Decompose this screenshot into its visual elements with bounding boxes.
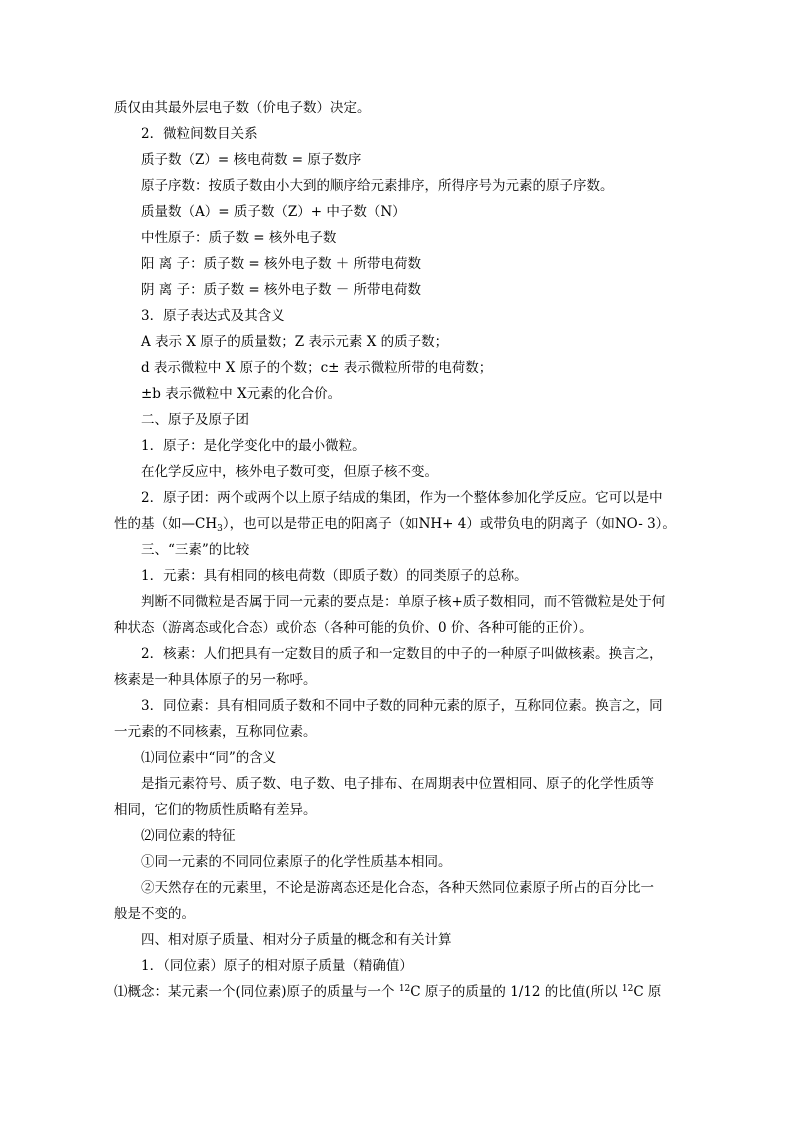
text-line: 2．核素：人们把具有一定数目的质子和一定数目的中子的一种原子叫做核素。换言之， xyxy=(141,646,663,662)
text-line: 核素是一种具体原子的另一称呼。 xyxy=(114,672,317,688)
subsection-heading: ⑵同位素的特征 xyxy=(141,828,236,844)
text-line: A 表示 X 原子的质量数；Z 表示元素 X 的质子数； xyxy=(141,334,449,350)
text-line: 相同，它们的物质性质略有差异。 xyxy=(114,802,317,818)
text-line: 3．同位素：具有相同质子数和不同中子数的同种元素的原子，互称同位素。换言之，同 xyxy=(141,698,663,714)
text-line: 质量数（A）= 质子数（Z）+ 中子数（N） xyxy=(141,204,406,220)
last-line-text-3: C 原 xyxy=(633,984,662,1000)
base-line-text-2: ），也可以是带正电的阳离子（如NH+ 4）或带负电的阴离子（如NO- 3）。 xyxy=(222,516,676,532)
text-line: 2．原子团：两个或两个以上原子结成的集团，作为一个整体参加化学反应。它可以是中 xyxy=(141,490,663,506)
text-line: ①同一元素的不同同位素原子的化学性质基本相同。 xyxy=(141,854,452,870)
section-heading: 四、相对原子质量、相对分子质量的概念和有关计算 xyxy=(141,932,452,948)
text-line: 1．元素：具有相同的核电荷数（即质子数）的同类原子的总称。 xyxy=(141,568,528,584)
base-line-text-1: 性的基（如—CH xyxy=(114,516,218,532)
text-line: 判断不同微粒是否属于同一元素的要点是：单原子核+质子数相同，而不管微粒是处于何 xyxy=(141,594,666,610)
text-line: 在化学反应中，核外电子数可变，但原子核不变。 xyxy=(141,464,438,480)
text-line: 般是不变的。 xyxy=(114,906,195,922)
text-line: 原子序数：按质子数由小大到的顺序给元素排序，所得序号为元素的原子序数。 xyxy=(141,178,614,194)
section-heading: 2．微粒间数目关系 xyxy=(141,126,258,142)
text-line: 是指元素符号、质子数、电子数、电子排布、在周期表中位置相同、原子的化学性质等 xyxy=(141,776,654,792)
text-line: 一元素的不同核素，互称同位素。 xyxy=(114,724,317,740)
text-line: ±b 表示微粒中 X元素的化合价。 xyxy=(141,386,342,402)
text-line: ②天然存在的元素里，不论是游离态还是化合态，各种天然同位素原子所占的百分比一 xyxy=(141,880,654,896)
document-page xyxy=(114,95,686,1005)
text-line: 阴 离 子：质子数 = 核外电子数 － 所带电荷数 xyxy=(141,282,422,298)
superscript: 12 xyxy=(398,984,411,994)
text-line: 种状态（游离态或化合态）或价态（各种可能的负价、0 价、各种可能的正价）。 xyxy=(114,620,593,636)
superscript: 12 xyxy=(621,984,634,994)
text-line xyxy=(114,979,686,1005)
text-line: 质仅由其最外层电子数（价电子数）决定。 xyxy=(114,100,371,116)
last-line-text-2: C 原子的质量的 1/12 的比值(所以 xyxy=(410,984,622,1000)
text-line: 1．原子：是化学变化中的最小微粒。 xyxy=(141,438,366,454)
text-line: d 表示微粒中 X 原子的个数；c± 表示微粒所带的电荷数； xyxy=(141,360,493,376)
text-line: 中性原子：质子数 = 核外电子数 xyxy=(141,230,337,246)
subscript: 3 xyxy=(217,524,223,534)
text-line xyxy=(114,511,686,537)
text-line: 阳 离 子：质子数 = 核外电子数 ＋ 所带电荷数 xyxy=(141,256,422,272)
section-heading: 3．原子表达式及其含义 xyxy=(141,308,285,324)
subsection-heading: ⑴同位素中“同”的含义 xyxy=(141,750,277,766)
section-heading: 二、原子及原子团 xyxy=(141,412,249,428)
text-line: 质子数（Z）= 核电荷数 = 原子数序 xyxy=(141,152,362,168)
last-line-text-1: ⑴概念：某元素一个(同位素)原子的质量与一个 xyxy=(114,984,399,1000)
section-heading: 三、“三素”的比较 xyxy=(141,542,250,558)
section-heading: 1．（同位素）原子的相对原子质量（精确值） xyxy=(141,958,413,974)
